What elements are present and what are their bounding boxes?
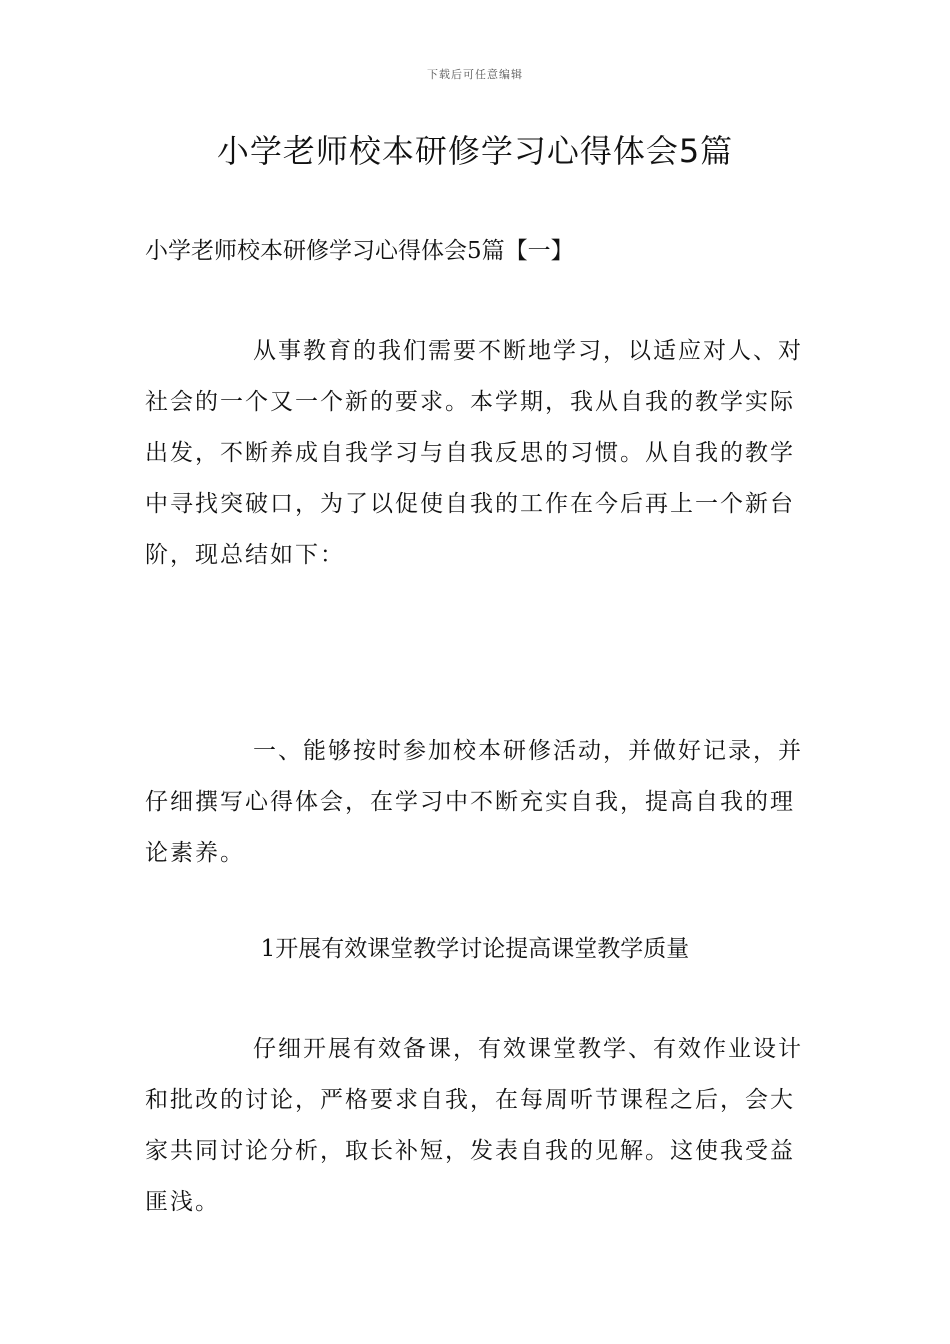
section-heading: 小学老师校本研修学习心得体会5篇【一】 (145, 238, 574, 264)
document-title: 小学老师校本研修学习心得体会5篇 (216, 132, 734, 170)
header-note: 下载后可任意编辑 (427, 68, 523, 81)
paragraph-lesson-prep: 仔细开展有效备课，有效课堂教学、有效作业设计和批改的讨论，严格要求自我，在每周听节课程之后，会大家共同讨论分析，取长补短，发表自我的见解。这使我受益匪浅。 (145, 1036, 803, 1215)
subheading: 1开展有效课堂教学讨论提高课堂教学质量 (260, 936, 690, 962)
paragraph-point-one: 一、能够按时参加校本研修活动，并做好记录，并仔细撰写心得体会，在学习中不断充实自我，提高自我的理论素养。 (145, 738, 803, 866)
paragraph-intro: 从事教育的我们需要不断地学习，以适应对人、对社会的一个又一个新的要求。本学期，我从自我的教学实际出发，不断养成自我学习与自我反思的习惯。从自我的教学中寻找突破口，为了以促使自我的工作在今后再上一个新台阶，现总结如下： (145, 338, 803, 568)
